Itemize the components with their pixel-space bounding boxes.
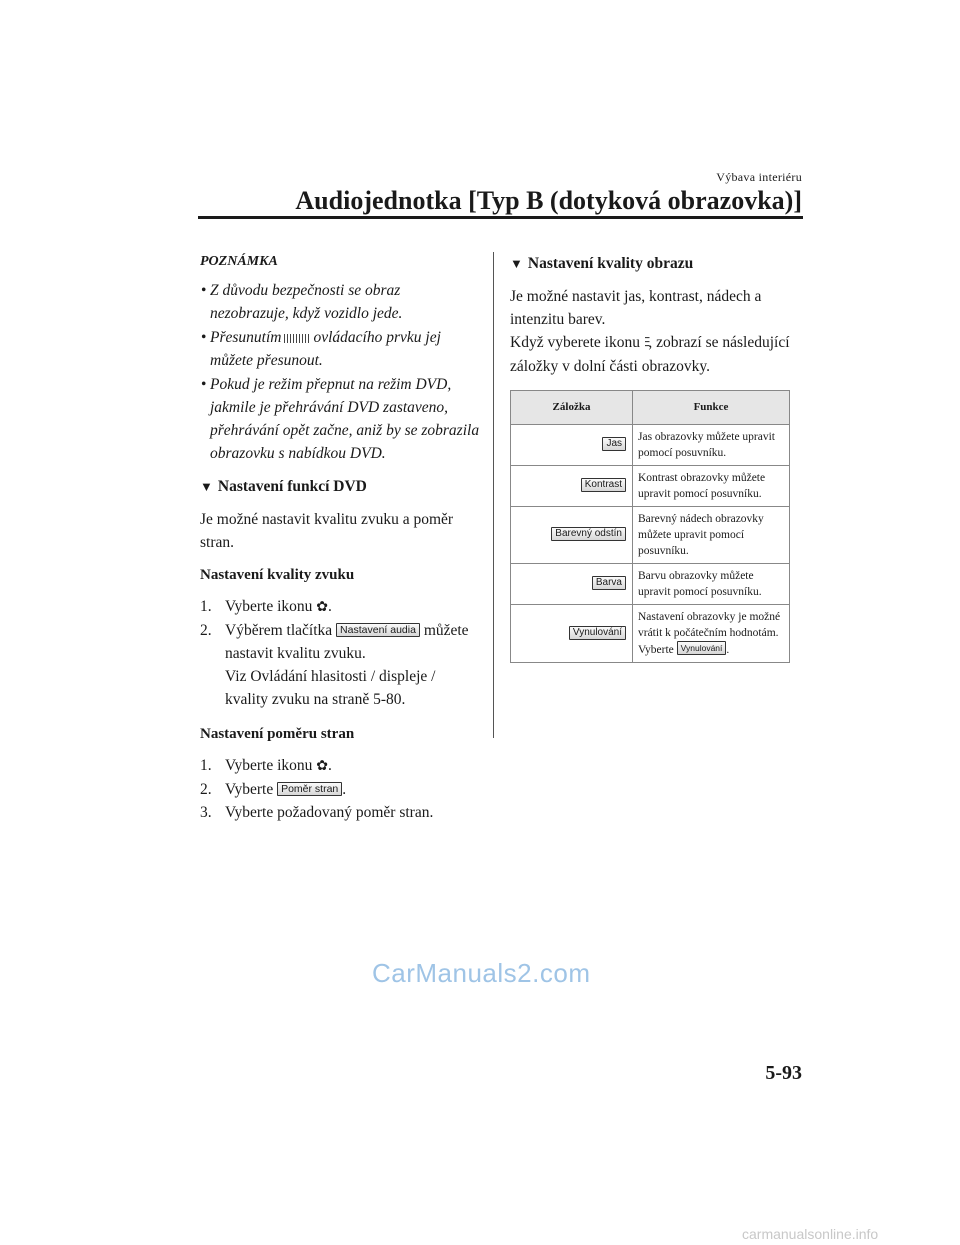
table-row xyxy=(511,507,790,564)
bullet-icon: • xyxy=(201,329,207,346)
step-item: 1. Vyberte ikonu ✿. xyxy=(200,595,480,619)
step-item: 3. Vyberte požadovaný poměr stran. xyxy=(200,804,434,821)
note-item: • Z důvodu bezpečnosti se obraz nezobrazuje, když vozidlo jede. xyxy=(200,279,480,325)
step-item: 1. Vyberte ikonu ✿. xyxy=(200,754,480,778)
picture-quality-heading: ▼ Nastavení kvality obrazu xyxy=(510,255,694,272)
table-row xyxy=(511,564,790,605)
settings-gear-icon: ✿ xyxy=(316,600,328,615)
watermark-center: CarManuals2.com xyxy=(372,958,591,988)
table-cell: Barvu obrazovky můžete upravit pomocí posuvníku. xyxy=(633,564,790,605)
note-item: • Přesunutím ovládacího prvku jej můžete přesunout. xyxy=(200,326,480,372)
left-column xyxy=(200,250,480,824)
bullet-icon: • xyxy=(201,282,207,299)
bullet-icon: • xyxy=(201,376,207,393)
section-label: Výbava interiéru xyxy=(716,170,802,184)
table-row xyxy=(511,466,790,507)
dvd-settings-heading: ▼ Nastavení funkcí DVD xyxy=(200,478,367,495)
column-divider xyxy=(493,252,494,738)
reset-tab-button[interactable]: Vynulování xyxy=(569,626,626,640)
picture-intro: Je možné nastavit jas, kontrast, nádech a intenzitu barev. xyxy=(510,288,762,328)
aspect-ratio-button[interactable]: Poměr stran xyxy=(277,782,342,796)
note-title: POZNÁMKA xyxy=(200,254,278,269)
table-cell: Kontrast obrazovky můžete upravit pomocí posuvníku. xyxy=(633,466,790,507)
note-item: • Pokud je režim přepnut na režim DVD, jakmile je přehrávání DVD zastaveno, přehrávání opět začne, aniž by se zobrazila obrazovku s nabídkou DVD. xyxy=(200,373,480,465)
equalizer-icon: ⫶⫶⫶ xyxy=(643,336,649,351)
table-row xyxy=(511,605,790,663)
title-rule xyxy=(198,216,803,219)
settings-gear-icon: ✿ xyxy=(316,759,328,774)
step-item: 2. Výběrem tlačítka Nastavení audia můžete nastavit kvalitu zvuku. Viz Ovládání hlasitosti / displeje / kvality zvuku na straně 5-80. xyxy=(200,622,469,708)
brightness-tab-button[interactable]: Jas xyxy=(602,437,626,451)
triangle-down-icon: ▼ xyxy=(200,479,213,494)
audio-settings-button[interactable]: Nastavení audia xyxy=(336,623,420,637)
watermark-corner: carmanualsonline.info xyxy=(742,1226,879,1242)
page-number: 5-93 xyxy=(765,1062,802,1084)
table-cell: Jas obrazovky můžete upravit pomocí posuvníku. xyxy=(633,425,790,466)
table-row xyxy=(511,425,790,466)
picture-intro-2: Když vyberete ikonu ⫶⫶⫶, zobrazí se následující záložky v dolní části obrazovky. xyxy=(510,334,790,375)
drag-handle-icon xyxy=(284,334,310,343)
right-column xyxy=(510,252,790,663)
aspect-ratio-heading: Nastavení poměru stran xyxy=(200,726,355,742)
table-header-function: Funkce xyxy=(633,391,790,425)
tint-tab-button[interactable]: Barevný odstín xyxy=(551,527,626,541)
table-header-tab: Záložka xyxy=(511,391,633,425)
function-table xyxy=(510,390,790,663)
table-cell: Nastavení obrazovky je možné vrátit k počátečním hodnotám. Vyberte Vynulování . xyxy=(633,605,790,663)
page-title: Audiojednotka [Typ B (dotyková obrazovka)] xyxy=(295,186,802,215)
triangle-down-icon: ▼ xyxy=(510,256,523,271)
dvd-intro: Je možné nastavit kvalitu zvuku a poměr stran. xyxy=(200,511,454,551)
reset-button[interactable]: Vynulování xyxy=(677,641,727,655)
step-item: 2. Vyberte Poměr stran . xyxy=(200,781,347,798)
table-cell: Barevný nádech obrazovky můžete upravit pomocí posuvníku. xyxy=(633,507,790,564)
sound-quality-heading: Nastavení kvality zvuku xyxy=(200,567,355,583)
contrast-tab-button[interactable]: Kontrast xyxy=(581,478,626,492)
color-tab-button[interactable]: Barva xyxy=(592,576,626,590)
